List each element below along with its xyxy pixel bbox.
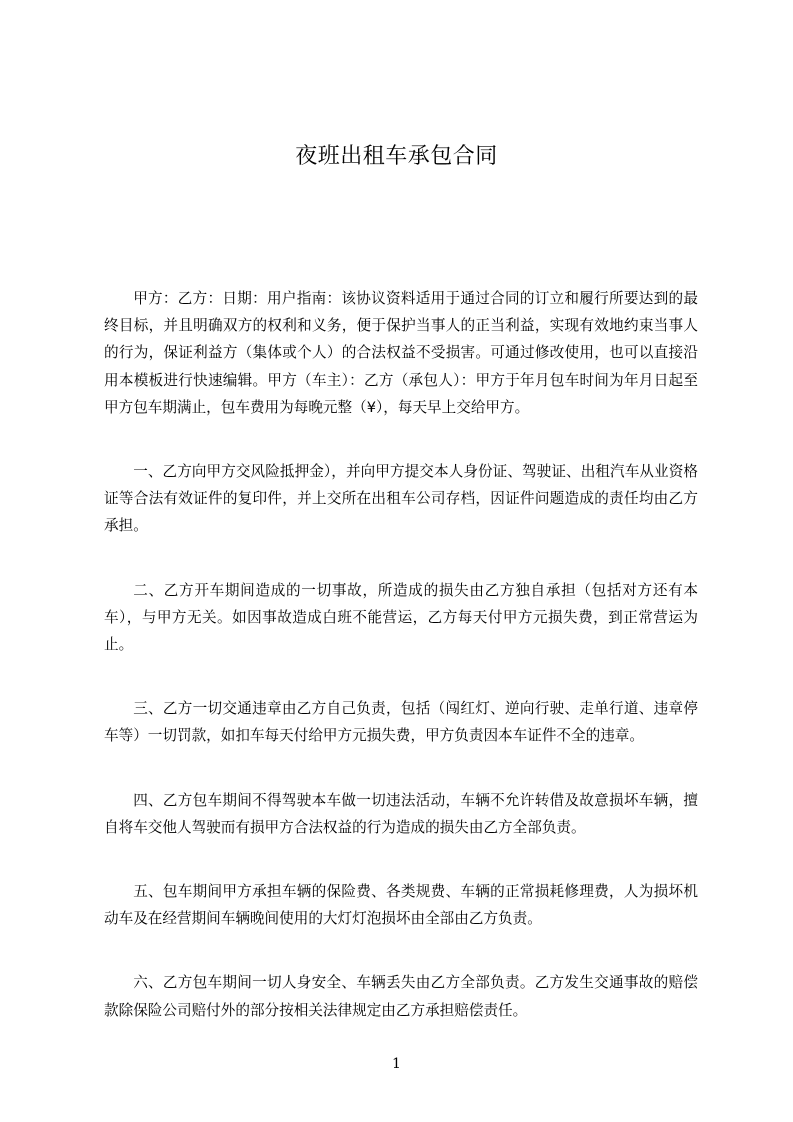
paragraph-clause-2: 二、乙方开车期间造成的一切事故，所造成的损失由乙方独自承担（包括对方还有本车），与甲方无关。如因事故造成白班不能营运，乙方每天付甲方元损失费，到正常营运为止。 <box>104 581 698 654</box>
page-number: 1 <box>392 1056 401 1072</box>
paragraph-intro: 甲方：乙方：日期：用户指南：该协议资料适用于通过合同的订立和履行所要达到的最终目标，并且明确双方的权利和义务，便于保护当事人的正当利益，实现有效地约束当事人的行为，保证利益方（集体或个人）的合法权益不受损害。可通过修改使用，也可以直接沿用本模板进行快速编辑。甲方（车主）：乙方（承包人）：甲方于年月包车时间为年月日起至甲方包车期满止，包车费用为每晚元整（¥），每天早上交给甲方。 <box>104 290 698 416</box>
paragraph-clause-1: 一、乙方向甲方交风险抵押金），并向甲方提交本人身份证、驾驶证、出租汽车从业资格证等合法有效证件的复印件，并上交所在出租车公司存档，因证件问题造成的责任均由乙方承担。 <box>104 463 698 535</box>
paragraph-clause-3: 三、乙方一切交通违章由乙方自己负责，包括（闯红灯、逆向行驶、走单行道、违章停车等）一切罚款，如扣车每天付给甲方元损失费，甲方负责因本车证件不全的违章。 <box>104 700 698 745</box>
document-body <box>104 285 698 1061</box>
paragraph-clause-4: 四、乙方包车期间不得驾驶本车做一切违法活动，车辆不允许转借及故意损坏车辆，擅自将车交他人驾驶而有损甲方合法权益的行为造成的损失由乙方全部负责。 <box>104 791 698 836</box>
paragraph-clause-5: 五、包车期间甲方承担车辆的保险费、各类规费、车辆的正常损耗修理费，人为损坏机动车及在经营期间车辆晚间使用的大灯灯泡损坏由全部由乙方负责。 <box>104 883 698 928</box>
document-title: 夜班出租车承包合同 <box>295 144 498 169</box>
paragraph-clause-6: 六、乙方包车期间一切人身安全、车辆丢失由乙方全部负责。乙方发生交通事故的赔偿款除保险公司赔付外的部分按相关法律规定由乙方承担赔偿责任。 <box>104 974 698 1019</box>
